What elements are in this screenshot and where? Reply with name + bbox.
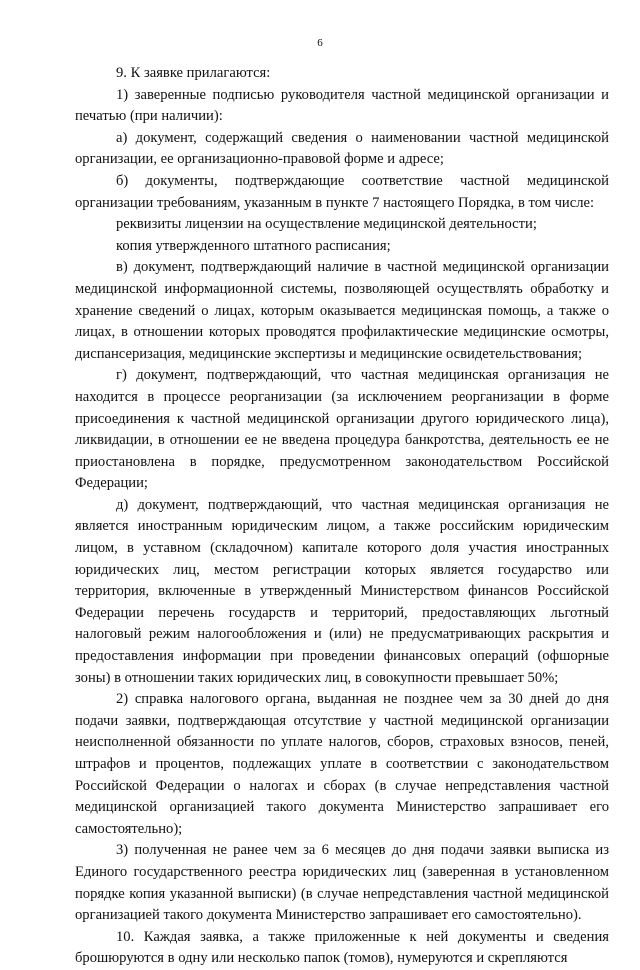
paragraph-item-1d: д) документ, подтверждающий, что частная медицинская организация не является иностранным юридическим лицом, а также российским юридическим лицом, в уставном (складочном) капитале которого доля участия иностранных юридических лиц, местом регистрации которых является государство или территория, включенные в утвержденный Министерством финансов Российской Федерации перечень государств и территорий, предоставляющих льготный налоговый режим налогообложения и (или) не предусматривающих раскрытия и предоставления информации при проведении финансовых операций (офшорные зоны) в отношении таких юридических лиц, в совокупности превышает 50%; [75,496,609,686]
paragraph-10: 10. Каждая заявка, а также приложенные к ней документы и сведения брошюруются в одну или несколько папок (томов), нумеруются и скрепляются [75,928,609,967]
paragraph-item-2: 2) справка налогового органа, выданная не позднее чем за 30 дней до дня подачи заявки, подтверждающая отсутствие у частной медицинской организации неисполненной обязанности по уплате налогов, сборов, страховых взносов, пеней, штрафов и процентов, подлежащих уплате в соответствии с законодательством Российской Федерации о налогах и сборах (в случае непредставления частной медицинской организацией такого документа Министерство запрашивает его самостоятельно); [75,691,609,837]
paragraph-9-heading: 9. К заявке прилагаются: [116,65,271,81]
paragraph-item-1b: б) документы, подтверждающие соответствие частной медицинской организации требованиям, указанным в пункте 7 настоящего Порядка, в том числе: [75,172,609,211]
paragraph-item-1: 1) заверенные подписью руководителя частной медицинской организации и печатью (при наличии): [75,86,609,125]
page-number: 6 [317,37,323,49]
paragraph-item-1a: а) документ, содержащий сведения о наименовании частной медицинской организации, ее организационно-правовой форме и адресе; [75,129,609,168]
paragraph-item-1v: в) документ, подтверждающий наличие в частной медицинской организации медицинской информационной системы, позволяющей осуществлять обработку и хранение сведений о лицах, которым оказывается медицинская помощь, а также о лицах, в отношении которых проводятся профилактические медицинские осмотры, диспансеризация, медицинские экспертизы и медицинские освидетельствования; [75,259,609,362]
document-body [75,63,609,970]
paragraph-staff-schedule: копия утвержденного штатного расписания; [116,237,391,254]
paragraph-item-3: 3) полученная не ранее чем за 6 месяцев до дня подачи заявки выписка из Единого государственного реестра юридических лиц (заверенная в установленном порядке копия указанной выписки) (в случае непредставления частной медицинской организацией такого документа Министерство запрашивает его самостоятельно). [75,842,609,924]
paragraph-item-1g: г) документ, подтверждающий, что частная медицинская организация не находится в процессе реорганизации (за исключением реорганизации в форме присоединения к частной медицинской организации другого юридического лица), ликвидации, в отношении ее не введена процедура банкротства, деятельность ее не приостановлена в порядке, предусмотренном законодательством Российской Федерации; [75,367,609,492]
paragraph-license-details: реквизиты лицензии на осуществление медицинской деятельности; [116,216,537,233]
